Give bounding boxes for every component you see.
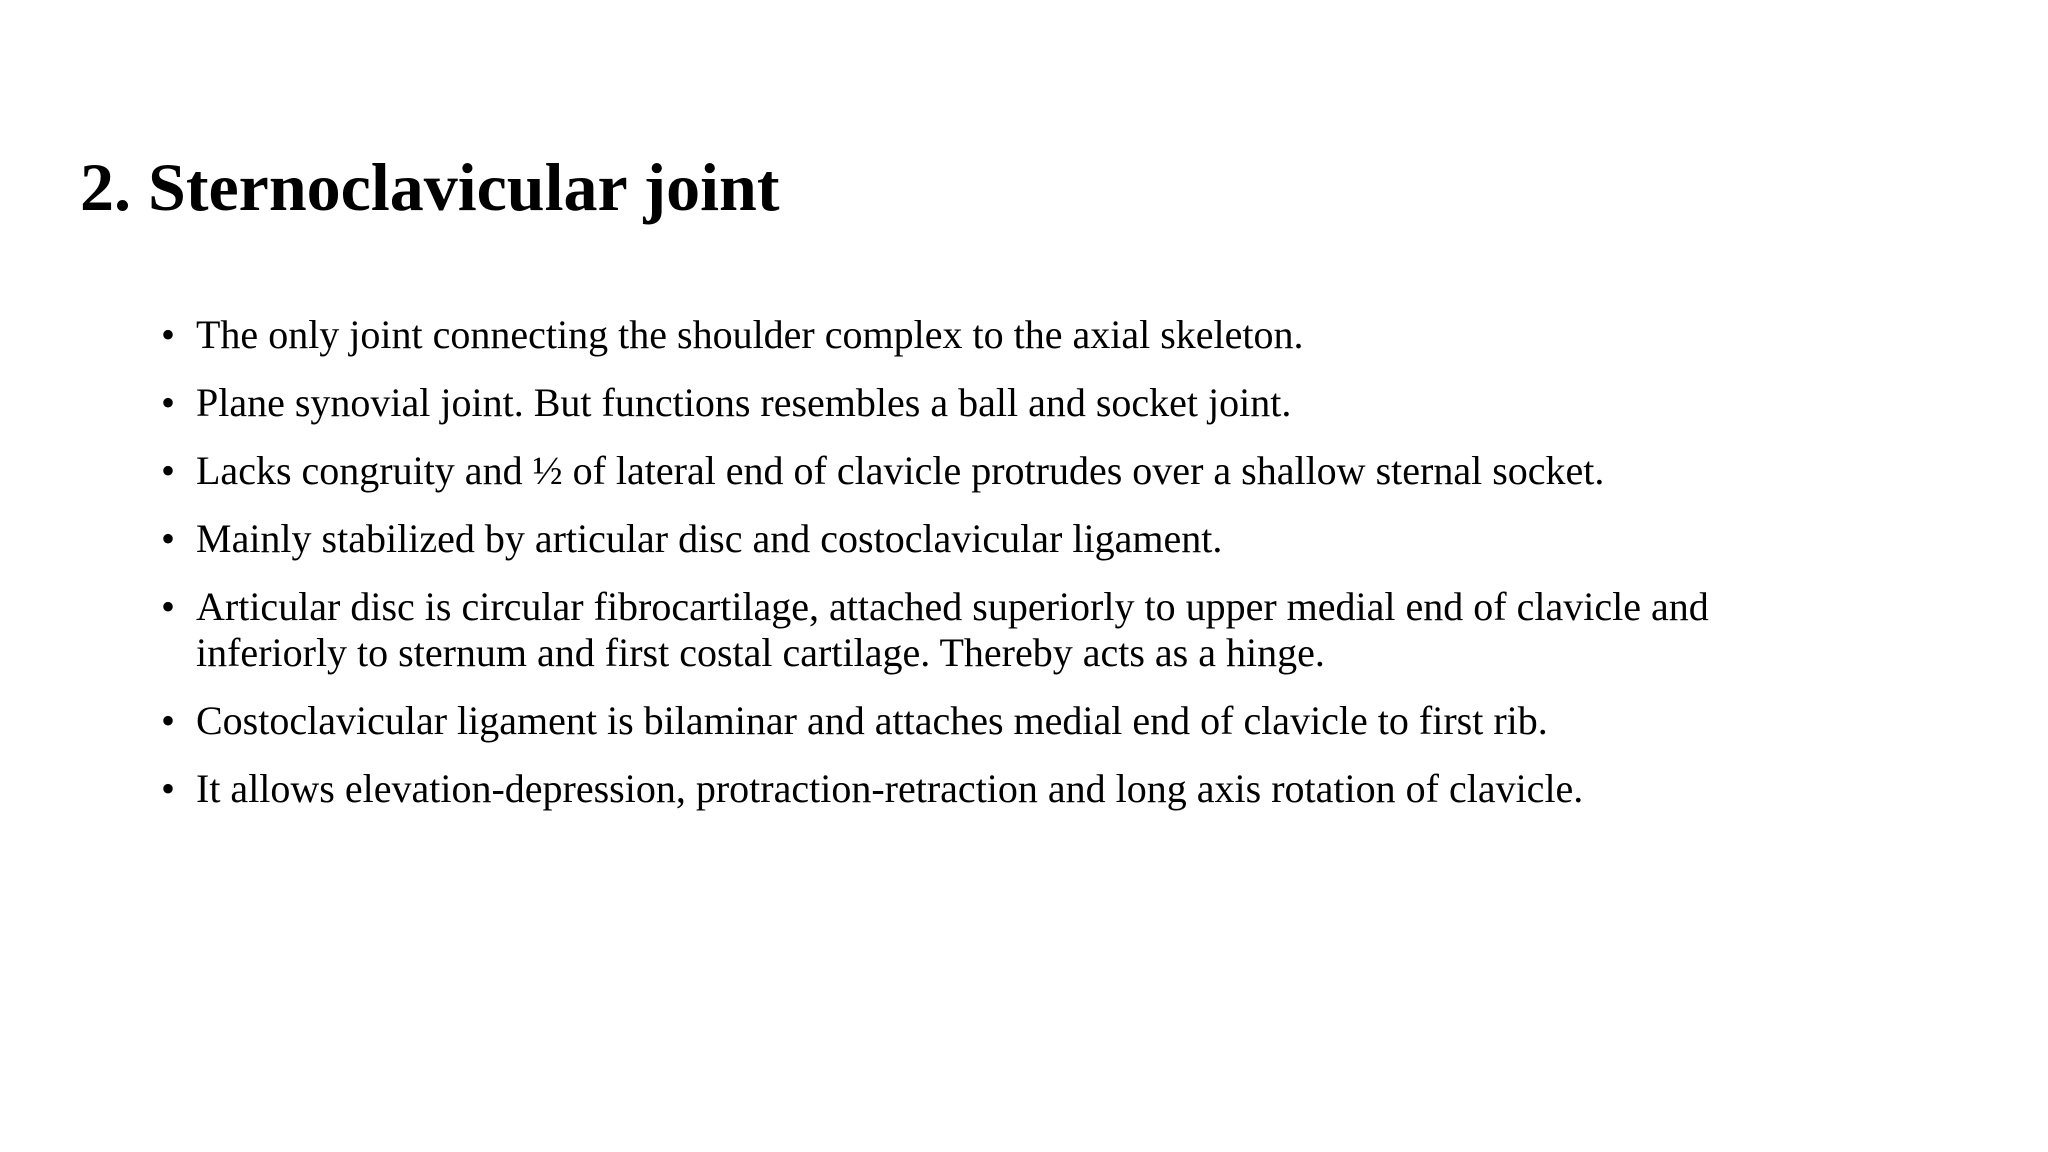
bullet-marker: • — [160, 312, 175, 357]
bullet-item — [160, 448, 1856, 494]
bullet-marker: • — [160, 516, 175, 561]
bullet-marker: • — [160, 380, 175, 425]
bullet-item — [160, 584, 1856, 676]
bullet-item — [160, 380, 1856, 426]
bullet-item — [160, 516, 1856, 562]
bullet-text: It allows elevation-depression, protraction-retraction and long axis rotation of clavicle. — [196, 766, 1584, 811]
slide-title: 2. Sternoclavicular joint — [80, 149, 780, 225]
bullet-item — [160, 312, 1856, 358]
bullet-marker: • — [160, 766, 175, 811]
bullet-marker: • — [160, 584, 175, 629]
bullet-text: The only joint connecting the shoulder complex to the axial skeleton. — [196, 312, 1304, 357]
bullet-text: Articular disc is circular fibrocartilage, attached superiorly to upper medial end of clavicle and inferiorly to sternum and first costal cartilage. Thereby acts as a hinge. — [196, 584, 1709, 675]
bullet-text: Mainly stabilized by articular disc and costoclavicular ligament. — [196, 516, 1223, 561]
bullet-text: Lacks congruity and ½ of lateral end of clavicle protrudes over a shallow sternal socket. — [196, 448, 1605, 493]
bullet-text: Costoclavicular ligament is bilaminar and attaches medial end of clavicle to first rib. — [196, 698, 1548, 743]
bullet-marker: • — [160, 448, 175, 493]
bullet-list — [160, 312, 1856, 834]
bullet-item — [160, 698, 1856, 744]
bullet-marker: • — [160, 698, 175, 743]
bullet-item — [160, 766, 1856, 812]
bullet-text: Plane synovial joint. But functions resembles a ball and socket joint. — [196, 380, 1292, 425]
